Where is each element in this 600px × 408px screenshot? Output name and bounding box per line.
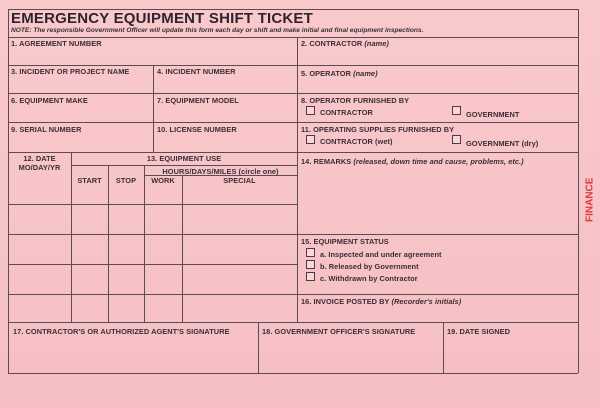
rule-sig-2	[443, 322, 444, 373]
checkbox-operator-contractor[interactable]	[306, 106, 315, 115]
field-contractor	[301, 39, 389, 48]
col-work: WORK	[151, 176, 175, 185]
field-operator	[301, 69, 378, 78]
field-contractor-label: 2. CONTRACTOR	[301, 39, 363, 48]
rule-sig-1	[258, 322, 259, 373]
rule-use-r1	[8, 234, 297, 235]
checkbox-supplies-contractor-label: CONTRACTOR (wet)	[320, 137, 393, 146]
rule-use-r2	[8, 264, 297, 265]
field-license-number: 10. LICENSE NUMBER	[157, 125, 237, 134]
col-stop: STOP	[115, 176, 137, 185]
field-agreement-number: 1. AGREEMENT NUMBER	[11, 39, 102, 48]
col-start: START	[77, 176, 102, 185]
finance-copy-label: FINANCE	[584, 177, 596, 223]
rule-use-r3	[8, 294, 297, 295]
checkbox-status-a[interactable]	[306, 248, 315, 257]
field-remarks-hint: (released, down time and cause, problems, etc.)	[353, 157, 524, 166]
field-contractor-hint: (name)	[364, 39, 389, 48]
field-incident-number: 4. INCIDENT NUMBER	[157, 67, 236, 76]
rule-status-top	[297, 234, 578, 235]
checkbox-operator-contractor-label: CONTRACTOR	[320, 108, 373, 117]
rule-use-sub	[71, 165, 297, 166]
field-operator-label: 5. OPERATOR	[301, 69, 351, 78]
field-incident-name: 3. INCIDENT OR PROJECT NAME	[11, 67, 130, 76]
frame-bottom	[8, 373, 578, 374]
field-equipment-use-sub: HOURS/DAYS/MILES (circle one)	[162, 167, 279, 176]
checkbox-status-b-label: b. Released by Government	[320, 262, 419, 271]
checkbox-status-a-label: a. Inspected and under agreement	[320, 250, 442, 259]
col-special: SPECIAL	[223, 176, 256, 185]
rule-main-divider	[297, 37, 298, 322]
frame-top	[8, 9, 578, 10]
field-operator-furnished-by: 8. OPERATOR FURNISHED BY	[301, 96, 410, 105]
field-equipment-make: 6. EQUIPMENT MAKE	[11, 96, 88, 105]
field-remarks-label: 14. REMARKS	[301, 157, 352, 166]
field-invoice-posted-by	[301, 297, 461, 306]
rule-col-stop	[144, 165, 145, 322]
field-equipment-model: 7. EQUIPMENT MODEL	[157, 96, 239, 105]
frame-left	[8, 9, 9, 373]
field-contractor-signature: 17. CONTRACTOR'S OR AUTHORIZED AGENT'S SIGNATURE	[13, 327, 230, 336]
field-operator-hint: (name)	[353, 69, 378, 78]
rule-status-bottom	[297, 294, 578, 295]
checkbox-supplies-government-label: GOVERNMENT (dry)	[466, 139, 539, 148]
rule-row3	[8, 93, 578, 94]
field-serial-number: 9. SERIAL NUMBER	[11, 125, 82, 134]
frame-right	[578, 9, 579, 373]
field-government-signature: 18. GOVERNMENT OFFICER'S SIGNATURE	[262, 327, 416, 336]
checkbox-status-c[interactable]	[306, 272, 315, 281]
rule-col-work	[182, 175, 183, 322]
field-invoice-label: 16. INVOICE POSTED BY	[301, 297, 390, 306]
field-date-signed: 19. DATE SIGNED	[447, 327, 511, 336]
field-invoice-hint: (Recorder's initials)	[391, 297, 462, 306]
rule-row-sig	[8, 322, 578, 323]
field-supplies-furnished-by: 11. OPERATING SUPPLIES FURNISHED BY	[301, 125, 455, 134]
rule-col-start	[108, 165, 109, 322]
field-equipment-use: 13. EQUIPMENT USE	[146, 154, 222, 163]
field-date-label: 12. DATE	[23, 154, 56, 163]
checkbox-supplies-government[interactable]	[452, 135, 461, 144]
rule-row1	[8, 37, 578, 38]
field-remarks	[301, 157, 524, 166]
form-note: NOTE: The responsible Government Officer will update this form each day or shift and make initial and final equipment inspections.	[11, 27, 424, 34]
checkbox-operator-government[interactable]	[452, 106, 461, 115]
form-title: EMERGENCY EQUIPMENT SHIFT TICKET	[11, 10, 313, 27]
rule-left-divider	[153, 65, 154, 152]
checkbox-supplies-contractor[interactable]	[306, 135, 315, 144]
checkbox-status-c-label: c. Withdrawn by Contractor	[320, 274, 418, 283]
rule-row5	[8, 152, 578, 153]
checkbox-operator-government-label: GOVERNMENT	[466, 110, 520, 119]
rule-row2	[8, 65, 578, 66]
rule-row4	[8, 122, 578, 123]
rule-use-head	[8, 204, 297, 205]
field-date-format: MO/DAY/YR	[18, 163, 61, 172]
field-equipment-status: 15. EQUIPMENT STATUS	[301, 237, 389, 246]
checkbox-status-b[interactable]	[306, 260, 315, 269]
